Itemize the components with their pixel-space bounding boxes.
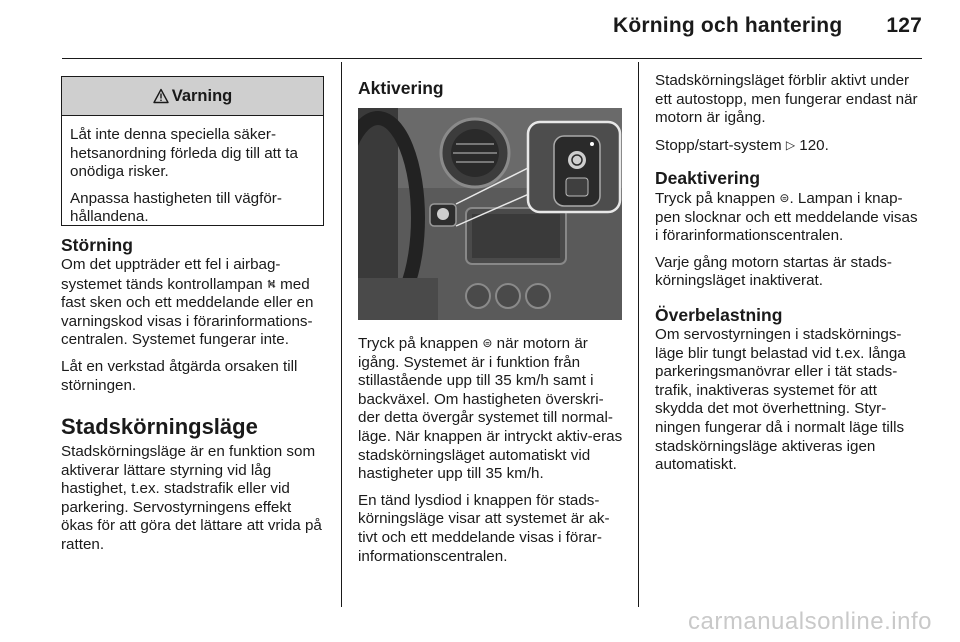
dashboard-illustration <box>358 108 622 320</box>
deactivation-paragraph: Varje gång motorn startas är stads-körningsläget inaktiverat. <box>655 253 892 290</box>
autostop-paragraph: Stadskörningsläget förblir aktivt under ett autostopp, men fungerar endast när motorn är igång. <box>655 72 918 127</box>
deactivation-paragraph: Tryck på knappen ⊜. Lampan i knap-pen slocknar och ett meddelande visas i förarinformationscentralen. <box>655 190 918 245</box>
warning-triangle-icon <box>153 88 169 104</box>
header-rule <box>62 58 922 59</box>
page-header <box>613 14 922 38</box>
warning-header <box>62 77 323 116</box>
fault-paragraph: Låt en verkstad åtgärda orsaken till störningen. <box>61 357 298 394</box>
page-reference-arrow-icon: ▷ <box>785 137 796 152</box>
overload-section <box>655 305 921 483</box>
warning-box <box>61 76 324 226</box>
warning-paragraph: Låt inte denna speciella säker-hetsanordning förleda dig till att ta onödiga risker. <box>70 126 298 181</box>
city-mode-section <box>61 414 325 563</box>
fault-heading: Störning <box>61 235 133 255</box>
dashboard-photo <box>358 108 622 320</box>
page-number: 127 <box>886 14 922 37</box>
deactivation-heading: Deaktivering <box>655 168 761 188</box>
overload-heading: Överbelastning <box>655 305 783 325</box>
fault-section <box>61 235 325 403</box>
column-three <box>655 72 921 163</box>
activation-paragraph: Tryck på knappen ⊜ när motorn är igång. Systemet är i funktion från stillastående upp till 35 km/h samt i backväxel. Om hastigheten överskri-der detta övergår systemet till normal-läge. När knappen är intryckt aktiv-eras stadskörningsläget automatiskt vid hastigheter upp till 35 km/h. <box>358 335 623 483</box>
activation-paragraph: En tänd lysdiod i knappen för stads-körningsläge visar att systemet är ak-tivt och ett meddelande visas i förar-informationscentralen. <box>358 491 610 565</box>
fault-paragraph: Om det uppträder ett fel i airbag-systemet tänds kontrollampan ⛕ med fast sken och ett meddelande eller en varningskod visas i förarinformations-centralen. Systemet fungerar inte. <box>61 256 314 349</box>
city-mode-paragraph: Stadskörningsläge är en funktion som aktiverar lättare styrning vid låg hastighet, t.ex. stadstrafik eller vid parkering. Servostyrningens effekt ökas för att göra det lättare att vrida på ratten. <box>61 443 322 553</box>
watermark: carmanualsonline.info <box>688 608 932 635</box>
chapter-title: Körning och hantering <box>613 14 843 37</box>
warning-title: Varning <box>171 86 233 105</box>
column-divider <box>638 62 639 607</box>
stop-start-reference: Stopp/start-system ▷ 120. <box>655 136 829 154</box>
activation-section <box>358 334 624 574</box>
overload-paragraph: Om servostyrningen i stadskörnings-läge blir tungt belastad vid t.ex. långa parkeringsmanövrar eller i tät stads-trafik, inaktiveras systemet för att skydda det mot överhettning. Styr-ningen fungerar då i normalt läge tills stadskörningsläge aktiveras igen automatiskt. <box>655 326 906 474</box>
city-mode-icon: ⊜ <box>779 191 790 205</box>
activation-heading-block <box>358 78 624 99</box>
warning-paragraph: Anpassa hastigheten till vägför-hållandena. <box>70 189 282 226</box>
city-mode-heading: Stadskörningsläge <box>61 414 258 439</box>
airbag-warning-icon: ⛕ <box>266 276 276 291</box>
deactivation-section <box>655 168 921 299</box>
city-mode-icon: ⊜ <box>482 336 493 350</box>
activation-heading: Aktivering <box>358 78 444 98</box>
column-divider <box>341 62 342 607</box>
